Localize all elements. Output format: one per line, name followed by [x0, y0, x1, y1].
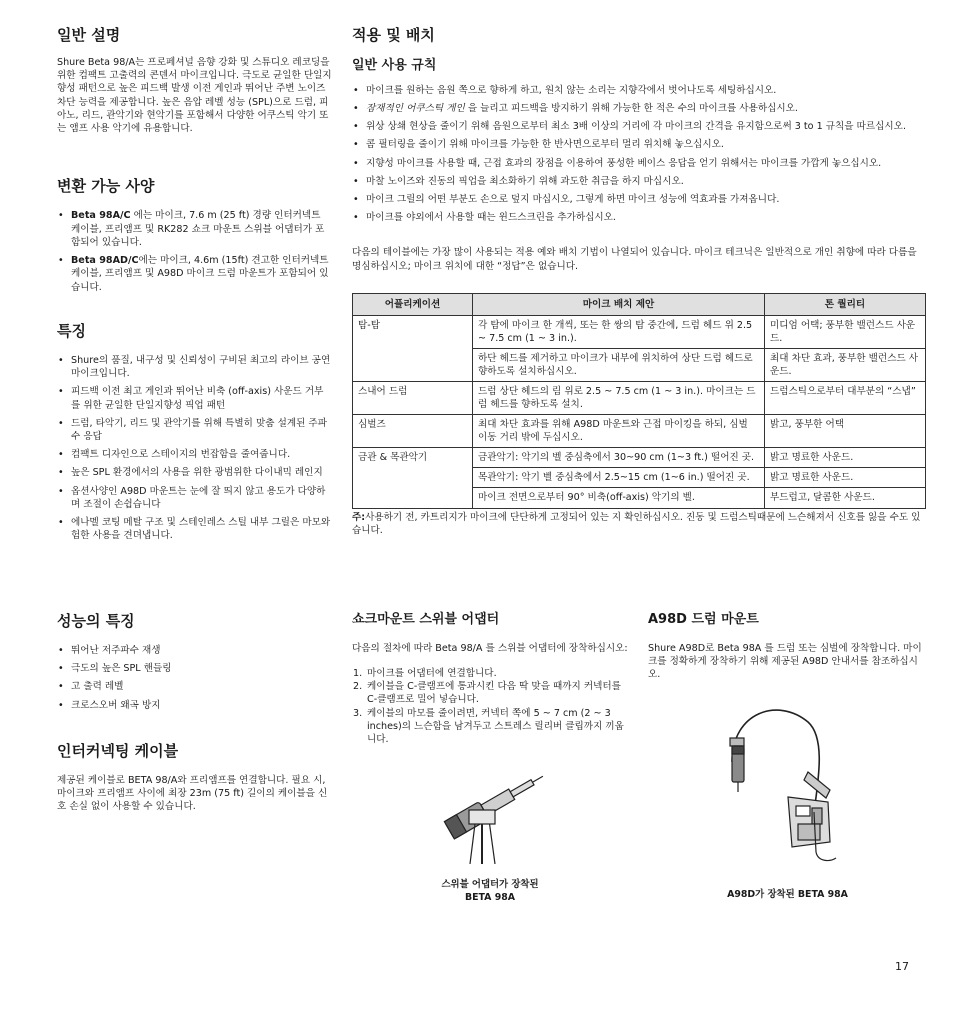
- table-cell-tone: 드럼스틱으로부터 대부분의 “스냅”: [765, 382, 926, 415]
- rule-emphasis: 잠재적인 어쿠스틱 게인: [366, 102, 465, 114]
- placement-table: [352, 293, 926, 509]
- shock-title: 쇼크마운트 스위블 어댑터: [352, 612, 500, 627]
- list-item: 1. 마이크를 어댑터에 연결합니다.: [352, 667, 630, 680]
- rule-text: 을 늘리고 피드백을 방지하기 위해 가능한 한 적은 수의 마이크를 사용하십시오.: [464, 102, 798, 114]
- table-cell-tone: 미디엄 어택; 풍부한 밸런스드 사운드.: [765, 315, 926, 348]
- table-cell-placement: 하단 헤드를 제거하고 마이크가 내부에 위치하여 상단 드럼 헤드로 향하도록 설치하십시오.: [473, 349, 765, 382]
- left-bottom-column: [57, 612, 332, 814]
- table-cell-placement: 드럼 상단 헤드의 림 위로 2.5 ~ 7.5 cm (1 ~ 3 in.). 마이크는 드럼 헤드를 향하도록 설치.: [473, 382, 765, 415]
- caption-line: 스위블 어댑터가 장착된: [441, 879, 539, 890]
- shock-mount-section: [352, 612, 630, 746]
- list-item: • 피드백 이전 최고 게인과 뛰어난 비축 (off-axis) 사운드 거부를 위한 균일한 단일지향성 픽업 패턴: [57, 385, 332, 411]
- table-cell-tone: 밝고, 풍부한 어택: [765, 415, 926, 448]
- list-item: • 높은 SPL 환경에서의 사용을 위한 광범위한 다이내믹 레인지: [57, 466, 332, 479]
- table-row: [353, 382, 926, 415]
- overview-section: [57, 26, 332, 135]
- list-item: [57, 209, 332, 249]
- list-item: • Shure의 품질, 내구성 및 신뢰성이 구비된 최고의 라이브 공연 마이크입니다.: [57, 354, 332, 380]
- drum-mount-section: [648, 612, 928, 681]
- table-header-cell: 마이크 배치 제안: [473, 293, 765, 315]
- right-column: [352, 26, 927, 537]
- shock-intro: 다음의 절차에 따라 Beta 98/A 를 스위블 어댑터에 장착하십시오:: [352, 642, 628, 654]
- note-text: 사용하기 전, 카트리지가 마이크에 단단하게 고정되어 있는 지 확인하십시오. 진동 및 드럼스틱때문에 느슨해져서 신호를 잃을 수도 있습니다.: [352, 511, 921, 536]
- cable-section: [57, 742, 332, 814]
- list-item: • 위상 상쇄 현상을 줄이기 위해 음원으로부터 최소 3배 이상의 거리에 각 마이크의 간격을 유지함으로써 3 to 1 규칙을 따르십시오.: [352, 120, 924, 133]
- left-column: [57, 26, 332, 548]
- features-list: [57, 354, 332, 543]
- cable-body: 제공된 케이블로 BETA 98/A와 프리앰프를 연결합니다. 필요 시, 마이크와 프리앰프 사이에 최장 23m (75 ft) 길이의 케이블을 신호 손실 없이 사용할 수 있습니다.: [57, 774, 328, 813]
- table-cell-application: 심벌즈: [353, 415, 473, 448]
- variations-section: [57, 177, 332, 293]
- list-item: • 마이크를 원하는 음원 쪽으로 향하게 하고, 원치 않는 소리는 지향각에서 벗어나도록 세팅하십시오.: [352, 84, 924, 97]
- applications-intro: 다음의 테이블에는 가장 많이 사용되는 적용 예와 배치 기법이 나열되어 있습니다. 마이크 테크닉은 일반적으로 개인 취향에 따라 다름을 명심하십시오; 마이크 위치에 대한 “정답”은 없습니다.: [352, 247, 917, 272]
- table-header-cell: 어플리케이션: [353, 293, 473, 315]
- list-item: • 옵션사양인 A98D 마운트는 눈에 잘 띄지 않고 용도가 다양하며 조절이 손쉽습니다: [57, 485, 332, 511]
- list-item: • 지향성 마이크를 사용할 때, 근접 효과의 장점을 이용하여 풍성한 베이스 응답을 얻기 위해서는 마이크를 가깝게 놓으십시오.: [352, 157, 924, 170]
- drum-body: Shure A98D로 Beta 98A 를 드럼 또는 심벌에 장착합니다. 마이크를 정확하게 장착하기 위해 제공된 A98D 안내서를 참조하십시오.: [648, 642, 922, 681]
- table-cell-application: 금관 & 목관악기: [353, 448, 473, 508]
- table-header-row: [353, 293, 926, 315]
- list-item: • 콤 필터링을 줄이기 위해 마이크를 가능한 한 반사면으로부터 멀리 위치해 놓으십시오.: [352, 138, 924, 151]
- table-cell-application: 탐-탐: [353, 315, 473, 381]
- table-cell-placement: 마이크 전면으로부터 90° 비축(off-axis) 악기의 벨.: [473, 488, 765, 508]
- overview-title: 일반 설명: [57, 26, 121, 44]
- variations-title: 변환 가능 사양: [57, 177, 155, 196]
- list-item: 2. 케이블을 C-클램프에 통과시킨 다음 딱 맞을 때까지 커넥터를 C-클램프로 밀어 넣습니다.: [352, 680, 630, 706]
- list-item: • 에나멜 코팅 메탈 구조 및 스테인레스 스틸 내부 그릴은 마모와 험한 사용을 견뎌냅니다.: [57, 516, 332, 542]
- applications-subtitle: 일반 사용 규칙: [352, 58, 437, 73]
- performance-title: 성능의 특징: [57, 612, 135, 630]
- table-cell-tone: 부드럽고, 달콤한 사운드.: [765, 488, 926, 508]
- rules-list: [352, 84, 924, 225]
- list-item: • 크로스오버 왜곡 방지: [57, 699, 332, 712]
- table-cell-placement: 목관악기: 악기 벨 중심축에서 2.5~15 cm (1~6 in.) 떨어진 곳.: [473, 468, 765, 488]
- table-note: [352, 511, 925, 537]
- table-header-cell: 톤 퀄리티: [765, 293, 926, 315]
- drum-title: A98D 드럼 마운트: [648, 612, 759, 627]
- list-item: • 극도의 높은 SPL 핸들링: [57, 662, 332, 675]
- variant-desc: 에는 마이크, 7.6 m (25 ft) 경량 인터커넥트 케이블, 프리앰프 및 RK282 쇼크 마운트 스위블 어댑터가 포함되어 있습니다.: [71, 210, 325, 248]
- list-item: • 마이크 그릴의 어떤 부분도 손으로 덮지 마십시오, 그렇게 하면 마이크 성능에 역효과를 가져옵니다.: [352, 193, 924, 206]
- list-item: • 컴팩트 디자인으로 스테이지의 번잡함을 줄여줍니다.: [57, 448, 332, 461]
- shock-steps: [352, 667, 630, 746]
- overview-body: Shure Beta 98/A는 프로페셔널 음향 강화 및 스튜디오 레코딩을 위한 컴팩트 고출력의 콘덴서 마이크입니다. 극도로 균일한 단일지향성 패턴으로 높은 피드백 발생 이전 게인과 뛰어난 주변 노이즈 차단 능력을 제공합니다. 높은 음압 레벨 성능 (SPL)으로 드럼, 피아노, 리드, 관악기와 현악기를 포함해서 다양한 어쿠스틱 악기 또는 앰프 사용 악기에 유용합니다.: [57, 57, 332, 135]
- swivel-caption: [420, 879, 560, 904]
- table-cell-tone: 최대 차단 효과, 풍부한 밸런스드 사운드.: [765, 349, 926, 382]
- variations-list: [57, 209, 332, 293]
- table-cell-placement: 각 탐에 마이크 한 개씩, 또는 한 쌍의 탐 중간에, 드럼 헤드 위 2.5 ~ 7.5 cm (1 ~ 3 in.).: [473, 315, 765, 348]
- features-title: 특징: [57, 321, 86, 340]
- note-label: 주:: [352, 511, 366, 523]
- list-item: [352, 102, 924, 115]
- table-cell-tone: 밝고 명료한 사운드.: [765, 448, 926, 468]
- table-row: [353, 315, 926, 348]
- applications-title: 적용 및 배치: [352, 26, 435, 44]
- table-row: [353, 415, 926, 448]
- variant-desc: 에는 마이크, 4.6m (15ft) 견고한 인터커넥트 케이블, 프리앰프 및 A98D 마이크 드럼 마운트가 포함되어 있습니다.: [71, 255, 329, 293]
- drum-caption: A98D가 장착된 BETA 98A: [727, 889, 848, 900]
- list-item: • 고 출력 레벨: [57, 680, 332, 693]
- list-item: 3. 케이블의 마모를 줄이려면, 커넥터 쪽에 5 ~ 7 cm (2 ~ 3 inches)의 느슨함을 남겨두고 스트레스 릴리버 클립까지 끼웁니다.: [352, 707, 630, 747]
- table-cell-placement: 금관악기: 악기의 벨 중심축에서 30~90 cm (1~3 ft.) 떨어진 곳.: [473, 448, 765, 468]
- swivel-adapter-illustration: [425, 752, 555, 864]
- performance-list: [57, 644, 332, 712]
- performance-section: [57, 612, 332, 712]
- list-item: [57, 254, 332, 294]
- features-section: [57, 322, 332, 543]
- list-item: • 뛰어난 저주파수 재생: [57, 644, 332, 657]
- cable-title: 인터커넥팅 케이블: [57, 741, 179, 760]
- table-cell-placement: 최대 차단 효과를 위해 A98D 마운트와 근접 마이킹을 하되, 심벌 이동 거리 밖에 두십시오.: [473, 415, 765, 448]
- list-item: • 마찰 노이즈와 진동의 픽업을 최소화하기 위해 과도한 취급을 하지 마십시오.: [352, 175, 924, 188]
- caption-line: BETA 98A: [464, 891, 516, 903]
- list-item: • 드럼, 타악기, 리드 및 관악기를 위해 특별히 맞춤 설계된 주파수 응답: [57, 417, 332, 443]
- variant-model: Beta 98A/C: [71, 210, 131, 222]
- page-number: 17: [895, 960, 909, 973]
- table-cell-tone: 밝고 명료한 사운드.: [765, 468, 926, 488]
- variant-model: Beta 98AD/C: [71, 255, 139, 267]
- list-item: • 마이크를 야외에서 사용할 때는 윈드스크린을 추가하십시오.: [352, 211, 924, 224]
- table-row: [353, 448, 926, 468]
- table-cell-application: 스내어 드럼: [353, 382, 473, 415]
- drum-mount-illustration: [718, 702, 848, 872]
